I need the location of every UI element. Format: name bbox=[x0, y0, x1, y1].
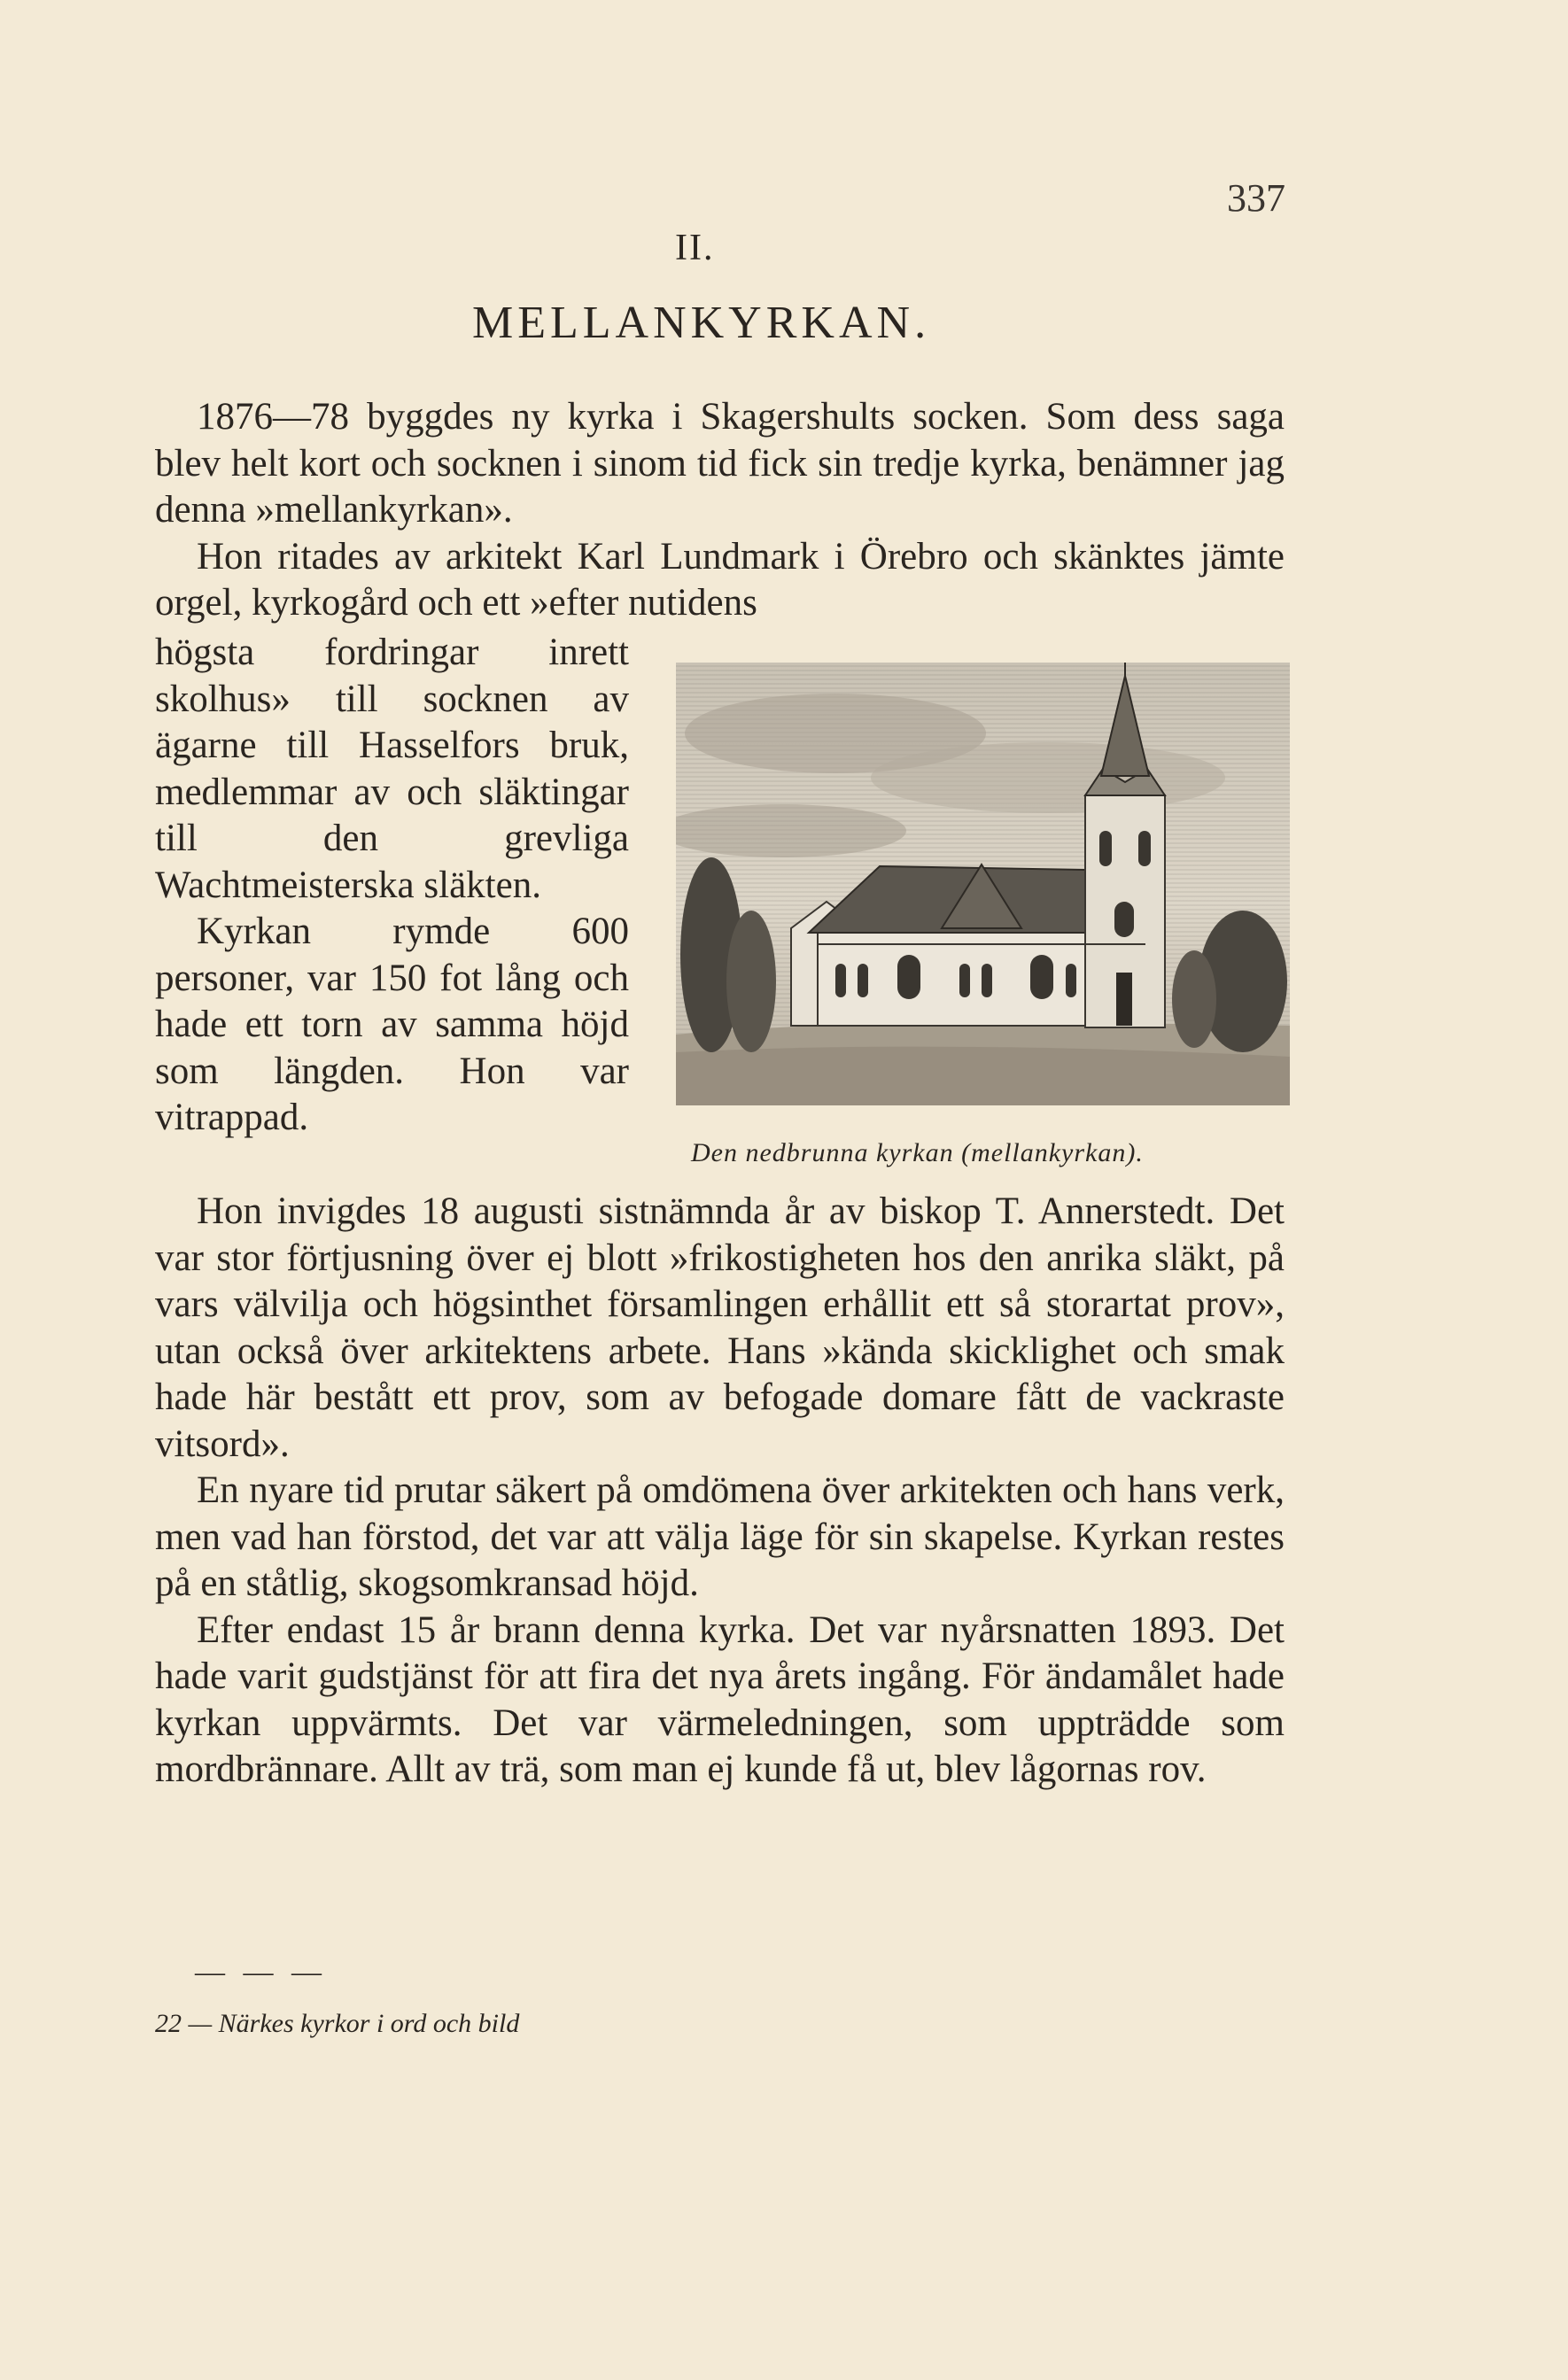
text-block-narrow bbox=[155, 630, 629, 1142]
paragraph: Efter endast 15 år brann denna kyrka. Det var nyårsnatten 1893. Det hade varit gudstjänst för att fira det nya årets ingång. För ändamålet hade kyrkan uppvärmts. Det var värmeledningen, som uppträdde som mordbrännare. Allt av trä, som man ej kunde få ut, blev lågornas rov. bbox=[155, 1609, 1285, 1790]
section-separator: — — — bbox=[195, 1956, 327, 1989]
church-illustration bbox=[676, 663, 1290, 1105]
text-block-bottom bbox=[155, 1189, 1285, 1794]
paragraph: högsta fordringar inrett skolhus» till socknen av ägarne till Hasselfors bruk, medlemmar av och släktingar till den grevliga Wachtmeisterska släkten. bbox=[155, 632, 629, 906]
paragraph: Hon ritades av arkitekt Karl Lundmark i Örebro och skänktes jämte orgel, kyrkogård och ett »efter nutidens bbox=[155, 535, 1285, 624]
paragraph: En nyare tid prutar säkert på omdömena över arkitekten och hans verk, men vad han förstod, det var att välja läge för sin skapelse. Kyrkan restes på en ståtlig, skogsomkransad höjd. bbox=[155, 1469, 1285, 1604]
page-footer: 22 — Närkes kyrkor i ord och bild bbox=[155, 2009, 520, 2038]
page-number: 337 bbox=[1227, 176, 1285, 220]
paragraph: Hon invigdes 18 augusti sistnämnda år av biskop T. Annerstedt. Det var stor förtjusning över ej blott »frikostigheten hos den anrika släkt, på vars välvilja och högsinthet församlingen erhållit ett så storartat prov», utan också över arkitektens arbete. Hans »kända skicklighet och smak hade här bestått ett prov, som av befogade domare fått de vackraste vitsord». bbox=[155, 1190, 1285, 1465]
text-block-top bbox=[155, 394, 1285, 627]
paragraph: Kyrkan rymde 600 personer, var 150 fot lång och hade ett torn av samma höjd som längden. Hon var vitrappad. bbox=[155, 911, 629, 1138]
chapter-number: II. bbox=[675, 228, 715, 268]
illustration-caption: Den nedbrunna kyrkan (mellankyrkan). bbox=[691, 1138, 1144, 1167]
chapter-title: MELLANKYRKAN. bbox=[472, 298, 931, 348]
paragraph: 1876—78 byggdes ny kyrka i Skagershults socken. Som dess saga blev helt kort och socknen i sinom tid fick sin tredje kyrka, benämner jag denna »mellankyrkan». bbox=[155, 396, 1285, 531]
